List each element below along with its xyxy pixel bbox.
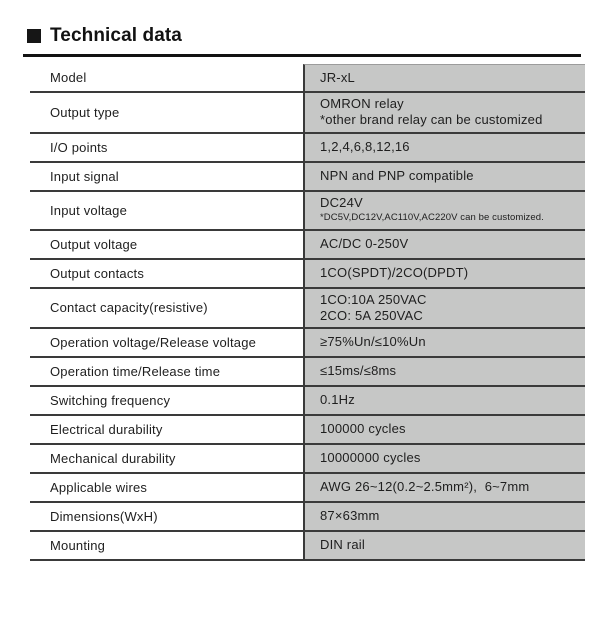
spec-value <box>303 231 585 258</box>
spec-value-text: AWG 26~12(0.2~2.5mm²), 6~7mm <box>320 479 530 495</box>
spec-label: Electrical durability <box>30 416 303 443</box>
table-row-contact-capacity <box>30 289 585 330</box>
spec-value-text: 1,2,4,6,8,12,16 <box>320 138 410 154</box>
spec-value-text: 1CO(SPDT)/2CO(DPDT) <box>320 264 469 280</box>
spec-value-text: DIN rail <box>320 537 365 553</box>
spec-value <box>303 93 585 132</box>
spec-value <box>303 260 585 287</box>
spec-value-text: OMRON relay <box>320 96 404 111</box>
table-row-operation-voltage <box>30 329 585 358</box>
technical-data-table <box>30 64 585 561</box>
spec-value-text: 10000000 cycles <box>320 450 421 466</box>
spec-value-text-2: 2CO: 5A 250VAC <box>320 307 424 323</box>
spec-label: I/O points <box>30 134 303 161</box>
table-row-dimensions <box>30 503 585 532</box>
spec-label: Input signal <box>30 163 303 190</box>
spec-value-text: AC/DC 0-250V <box>320 235 409 251</box>
table-row-io-points <box>30 134 585 163</box>
table-row-electrical-durability <box>30 416 585 445</box>
spec-value-text: ≤15ms/≤8ms <box>320 363 397 379</box>
spec-label: Input voltage <box>30 192 303 229</box>
table-row-model <box>30 64 585 93</box>
spec-value-note: *DC5V,DC12V,AC110V,AC220V can be customized. <box>320 211 544 223</box>
spec-label: Output type <box>30 93 303 132</box>
spec-label: Dimensions(WxH) <box>30 503 303 530</box>
table-row-mechanical-durability <box>30 445 585 474</box>
spec-value-text: DC24V <box>320 195 363 211</box>
spec-value <box>303 64 585 91</box>
table-row-mounting <box>30 532 585 561</box>
spec-value <box>303 387 585 414</box>
spec-label: Model <box>30 64 303 91</box>
spec-value <box>303 329 585 356</box>
spec-value <box>303 503 585 530</box>
section-header <box>23 25 581 57</box>
page <box>0 25 600 625</box>
spec-value <box>303 532 585 559</box>
page-title: Technical data <box>50 25 182 46</box>
spec-label: Operation voltage/Release voltage <box>30 329 303 356</box>
square-bullet-icon <box>27 29 41 43</box>
spec-label: Applicable wires <box>30 474 303 501</box>
table-row-output-voltage <box>30 231 585 260</box>
spec-value-text: 1CO:10A 250VAC <box>320 291 427 307</box>
spec-value-text-2: *other brand relay can be customized <box>320 112 543 128</box>
table-row-output-contacts <box>30 260 585 289</box>
spec-label: Output contacts <box>30 260 303 287</box>
spec-label: Mounting <box>30 532 303 559</box>
spec-value-text: 100000 cycles <box>320 421 406 437</box>
spec-label: Output voltage <box>30 231 303 258</box>
spec-label: Operation time/Release time <box>30 358 303 385</box>
section-header-inner <box>23 25 581 47</box>
spec-value-text: ≥75%Un/≤10%Un <box>320 334 426 350</box>
table-row-switching-frequency <box>30 387 585 416</box>
spec-value <box>303 192 585 229</box>
spec-value-text: NPN and PNP compatible <box>320 167 474 183</box>
spec-value <box>303 474 585 501</box>
spec-label: Contact capacity(resistive) <box>30 289 303 328</box>
spec-value <box>303 358 585 385</box>
table-row-applicable-wires <box>30 474 585 503</box>
spec-value-text: 0.1Hz <box>320 392 355 408</box>
spec-label: Switching frequency <box>30 387 303 414</box>
table-row-input-signal <box>30 163 585 192</box>
spec-value <box>303 289 585 328</box>
table-row-output-type <box>30 93 585 134</box>
spec-value <box>303 134 585 161</box>
spec-value-text: 87×63mm <box>320 508 380 524</box>
spec-label: Mechanical durability <box>30 445 303 472</box>
spec-value <box>303 163 585 190</box>
table-row-input-voltage <box>30 192 585 231</box>
spec-value-text: JR-xL <box>320 69 355 85</box>
table-row-operation-time <box>30 358 585 387</box>
spec-value <box>303 416 585 443</box>
spec-value <box>303 445 585 472</box>
